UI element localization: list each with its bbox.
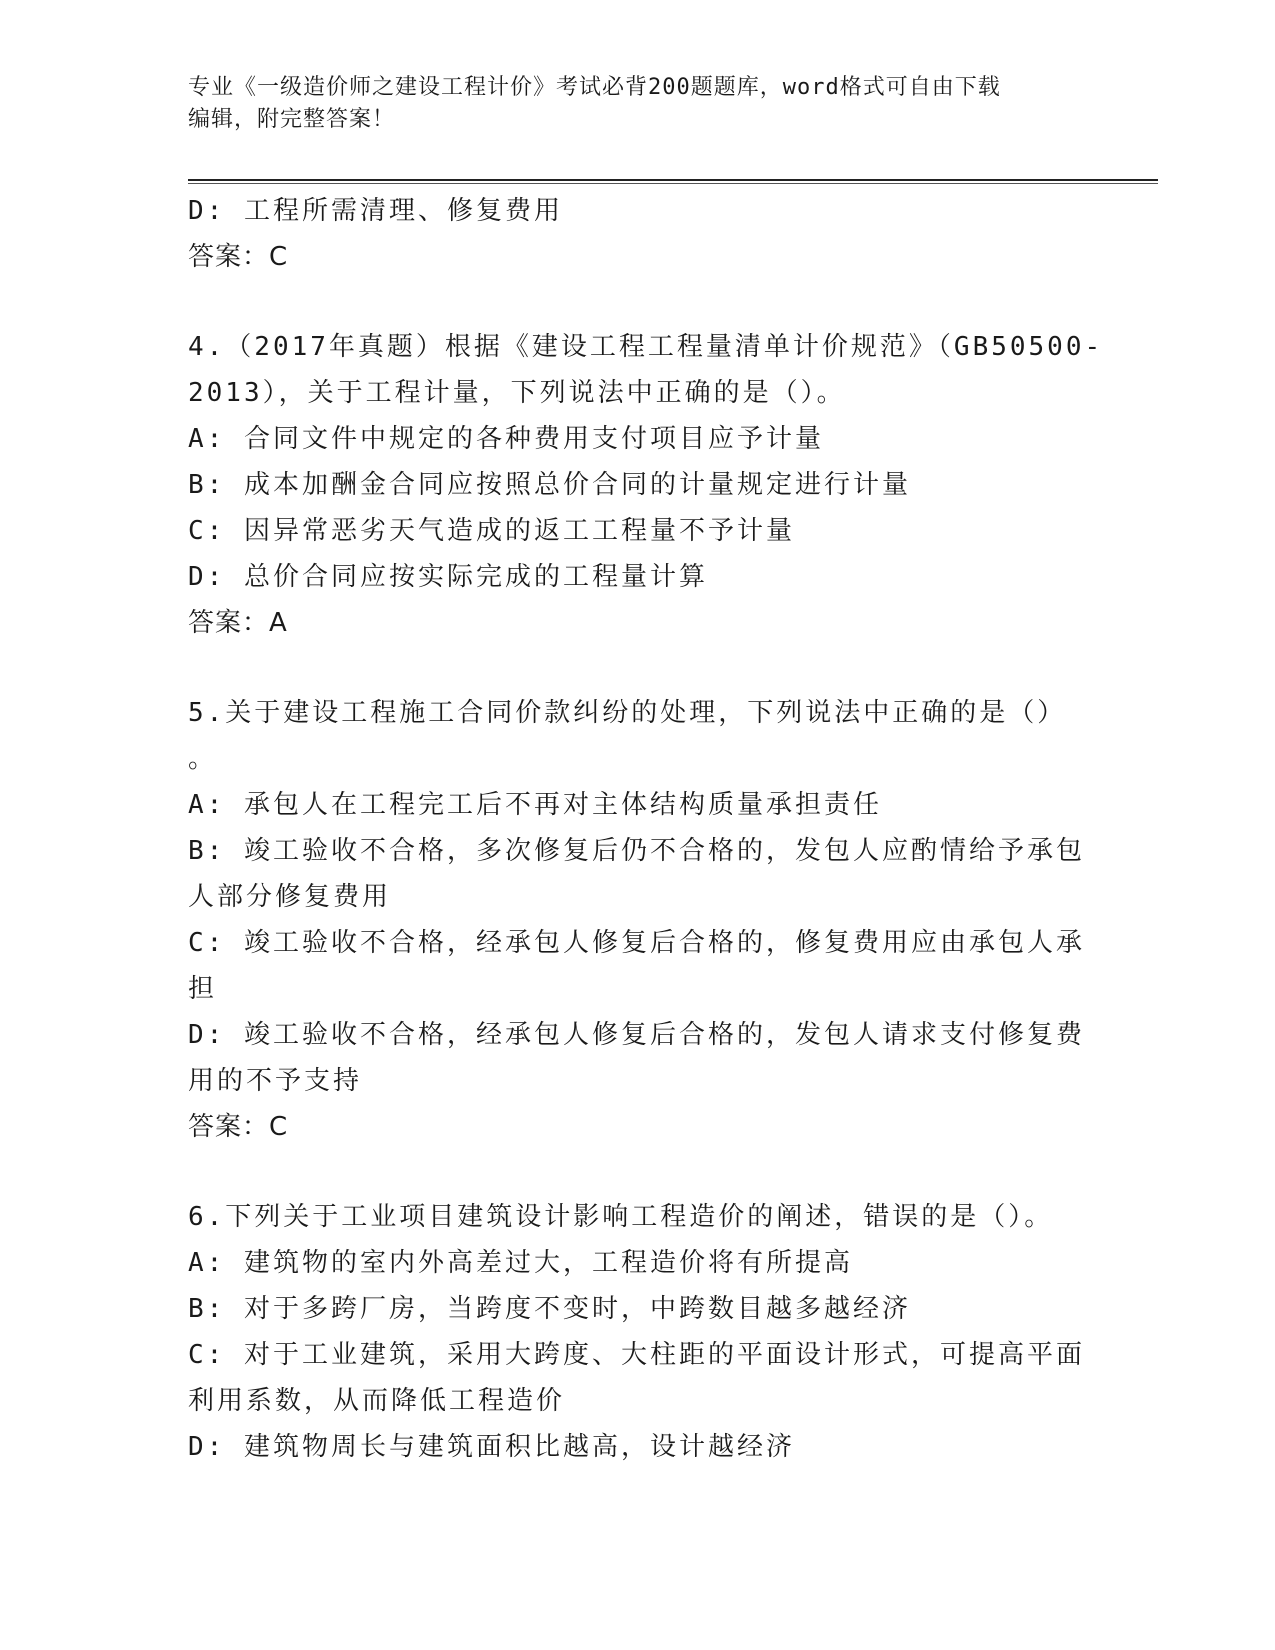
question-stem-cont: 。 <box>188 744 218 774</box>
header-line-2: 编辑，附完整答案！ <box>188 107 396 132</box>
option-a: A: 建筑物的室内外高差过大，工程造价将有所提高 <box>188 1248 853 1278</box>
option-d: D: 建筑物周长与建筑面积比越高，设计越经济 <box>188 1432 795 1462</box>
option-a: A: 承包人在工程完工后不再对主体结构质量承担责任 <box>188 790 882 820</box>
question-6 <box>188 1194 1088 1470</box>
answer: 答案：A <box>188 608 288 638</box>
question-5 <box>188 690 1088 1150</box>
option-d: D: 工程所需清理、修复费用 <box>188 196 563 226</box>
option-c: C: 竣工验收不合格，经承包人修复后合格的，修复费用应由承包人承 <box>188 928 1085 958</box>
question-stem: 4.（2017年真题）根据《建设工程工程量清单计价规范》（GB50500- <box>188 332 1104 362</box>
option-c: C: 对于工业建筑，采用大跨度、大柱距的平面设计形式，可提高平面 <box>188 1340 1085 1370</box>
option-c: C: 因异常恶劣天气造成的返工工程量不予计量 <box>188 516 795 546</box>
option-d: D: 总价合同应按实际完成的工程量计算 <box>188 562 708 592</box>
header-divider <box>188 179 1158 181</box>
question-stem: 6.下列关于工业项目建筑设计影响工程造价的阐述，错误的是（）。 <box>188 1202 1054 1232</box>
header-divider-secondary <box>188 183 1158 184</box>
option-a: A: 合同文件中规定的各种费用支付项目应予计量 <box>188 424 824 454</box>
option-b-cont: 人部分修复费用 <box>188 882 392 912</box>
option-b: B: 成本加酬金合同应按照总价合同的计量规定进行计量 <box>188 470 911 500</box>
question-list <box>188 188 1104 1470</box>
option-d-cont: 用的不予支持 <box>188 1066 363 1096</box>
option-b: B: 竣工验收不合格，多次修复后仍不合格的，发包人应酌情给予承包 <box>188 836 1085 866</box>
option-c-cont: 担 <box>188 974 218 1004</box>
option-b: B: 对于多跨厂房，当跨度不变时，中跨数目越多越经济 <box>188 1294 911 1324</box>
question-stem-cont: 2013），关于工程计量，下列说法中正确的是（）。 <box>188 378 846 408</box>
option-d: D: 竣工验收不合格，经承包人修复后合格的，发包人请求支付修复费 <box>188 1020 1085 1050</box>
header-line-1: 专业《一级造价师之建设工程计价》考试必背200题题库，word格式可自由下载 <box>188 75 1001 100</box>
answer: 答案：C <box>188 242 289 272</box>
answer: 答案：C <box>188 1112 289 1142</box>
question-4 <box>188 324 1104 646</box>
question-stem: 5.关于建设工程施工合同价款纠纷的处理，下列说法中正确的是（） <box>188 698 1067 728</box>
option-c-cont: 利用系数，从而降低工程造价 <box>188 1386 566 1416</box>
question-3-tail <box>188 188 1088 280</box>
document-header <box>188 72 1088 136</box>
